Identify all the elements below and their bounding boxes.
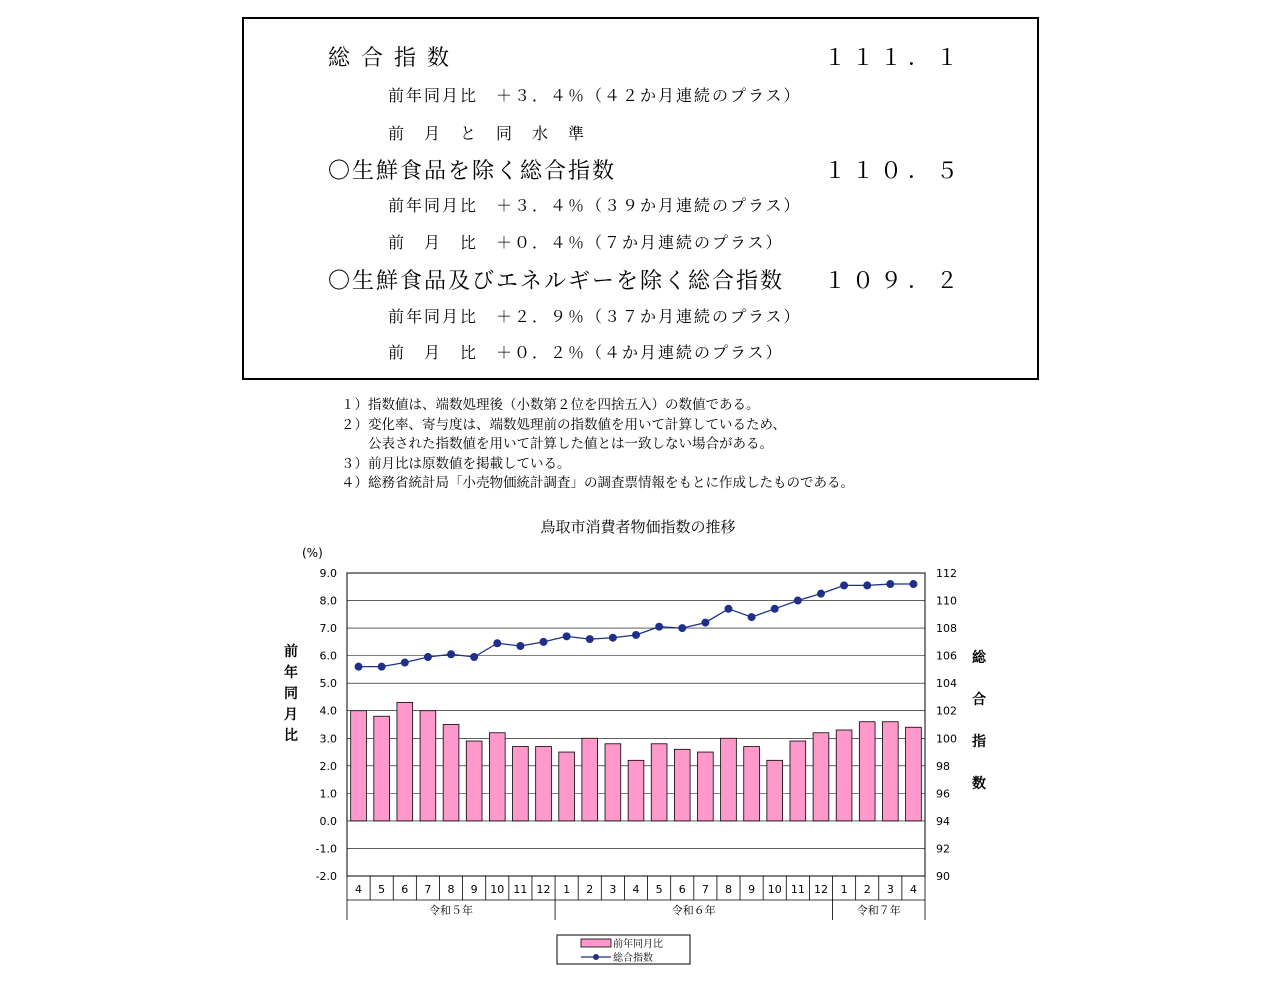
x-tick-label: 9 xyxy=(748,883,756,896)
unit-label: (%) xyxy=(302,546,323,560)
x-tick-label: 6 xyxy=(401,883,409,896)
note-line: 公表された指数値を用いて計算した値とは一致しない場合がある。 xyxy=(341,436,773,452)
bar-series xyxy=(351,702,922,820)
y2-label-char: 合 xyxy=(972,692,986,708)
line-point xyxy=(563,632,571,640)
y-tick-label: 7.0 xyxy=(319,622,337,636)
note-line: ３）前月比は原数値を掲載している。 xyxy=(341,455,571,472)
x-tick-label: 5 xyxy=(378,883,386,896)
y-tick-label: -2.0 xyxy=(315,870,337,883)
bar xyxy=(790,741,806,821)
y-tick-label: 8.0 xyxy=(319,594,337,608)
line-point xyxy=(447,650,455,658)
y2-tick-label: 98 xyxy=(936,759,950,773)
line-point xyxy=(516,642,524,650)
x-tick-label: 3 xyxy=(609,883,617,896)
line-point xyxy=(424,653,432,661)
bar xyxy=(906,727,922,821)
excl-fresh-label: 〇生鮮食品を除く総合指数 xyxy=(328,159,617,184)
bar xyxy=(374,716,390,821)
legend-bar-swatch xyxy=(581,939,611,947)
y2-tick-label: 94 xyxy=(936,814,950,828)
y-tick-label: 2.0 xyxy=(319,759,337,773)
y2-tick-label: 100 xyxy=(936,732,957,746)
line-point xyxy=(378,663,386,671)
x-tick-label: 9 xyxy=(470,883,478,896)
line-point xyxy=(493,639,501,647)
y2-tick-label: 96 xyxy=(936,787,950,801)
x-year-label: 令和６年 xyxy=(671,904,716,917)
legend-line-marker xyxy=(593,954,599,960)
excl-fresh-energy-mom-line: 前 月 比 ＋０．２％（４か月連続のプラス） xyxy=(388,343,784,362)
legend-bar-label: 前年同月比 xyxy=(613,939,663,950)
x-tick-label: 7 xyxy=(701,883,709,896)
y2-tick-label: 108 xyxy=(936,622,957,636)
excl-fresh-yoy-line: 前年同月比 ＋３．４％（３９か月連続のプラス） xyxy=(388,196,802,215)
line-point xyxy=(724,605,732,613)
bar xyxy=(605,744,621,821)
x-tick-label: 12 xyxy=(536,883,551,896)
excl-fresh-energy-yoy-line: 前年同月比 ＋２．９％（３７か月連続のプラス） xyxy=(388,307,802,326)
overall-index-label: 総 合 指 数 xyxy=(328,46,451,71)
line-point xyxy=(540,638,548,646)
bar xyxy=(351,711,367,821)
y-tick-label: 6.0 xyxy=(319,649,337,663)
bar xyxy=(513,747,529,821)
excl-fresh-mom-line: 前 月 比 ＋０．４％（７か月連続のプラス） xyxy=(388,233,784,252)
x-axis-table xyxy=(347,876,925,920)
y2-tick-label: 102 xyxy=(936,704,957,718)
y2-tick-label: 104 xyxy=(936,677,957,691)
x-tick-label: 12 xyxy=(813,883,828,896)
overall-index-value: １１１．１ xyxy=(824,46,965,71)
line-path xyxy=(359,584,914,667)
y-tick-label: 3.0 xyxy=(319,732,337,746)
y-axis-label xyxy=(284,643,298,744)
bar xyxy=(721,738,737,821)
bar xyxy=(628,760,644,821)
line-point xyxy=(586,635,594,643)
line-point xyxy=(470,653,478,661)
x-year-label: 令和７年 xyxy=(856,904,901,917)
line-point xyxy=(655,623,663,631)
bar xyxy=(697,752,713,821)
x-tick-label: 2 xyxy=(586,883,594,896)
bar xyxy=(744,747,760,821)
note-line: １）指数値は、端数処理後（小数第２位を四捨五入）の数値である。 xyxy=(341,397,760,413)
legend-line-label: 総合指数 xyxy=(613,953,653,964)
excl-fresh-energy-value: １０９．２ xyxy=(824,269,965,294)
y2-tick-label: 90 xyxy=(936,870,950,883)
y-label-char: 比 xyxy=(284,728,298,744)
bar xyxy=(859,722,875,821)
excl-fresh-value: １１０．５ xyxy=(824,159,965,184)
y2-label-char: 総 xyxy=(972,650,986,666)
bar xyxy=(397,702,413,820)
line-point xyxy=(886,580,894,588)
y-label-char: 前 xyxy=(284,644,298,660)
line-point xyxy=(817,590,825,598)
line-point xyxy=(748,613,756,621)
y2-tick-label: 106 xyxy=(936,649,957,663)
line-point xyxy=(355,663,363,671)
x-tick-label: 8 xyxy=(447,883,455,896)
x-tick-label: 4 xyxy=(355,883,363,896)
bar xyxy=(836,730,852,821)
bar xyxy=(767,760,783,821)
y-axis-ticks xyxy=(316,567,337,883)
line-point xyxy=(632,631,640,639)
bar xyxy=(443,725,459,821)
y-tick-label: 0.0 xyxy=(319,814,337,828)
x-tick-label: 4 xyxy=(632,883,640,896)
y-tick-label: 5.0 xyxy=(319,677,337,691)
x-tick-label: 11 xyxy=(790,883,805,896)
y2-axis-ticks xyxy=(936,567,957,883)
bar xyxy=(674,749,690,821)
x-tick-label: 8 xyxy=(724,883,732,896)
y-label-char: 同 xyxy=(284,686,298,702)
line-point xyxy=(678,624,686,632)
note-line: ４）総務省統計局「小売物価統計調査」の調査票情報をもとに作成したものである。 xyxy=(341,475,854,491)
line-point xyxy=(840,581,848,589)
y2-tick-label: 112 xyxy=(936,567,957,580)
line-point xyxy=(909,580,917,588)
y-tick-label: 1.0 xyxy=(319,787,337,801)
x-tick-label: 7 xyxy=(424,883,432,896)
y2-tick-label: 110 xyxy=(936,594,957,608)
y-tick-label: 4.0 xyxy=(319,704,337,718)
chart-title: 鳥取市消費者物価指数の推移 xyxy=(540,518,736,536)
bar xyxy=(882,722,898,821)
x-tick-label: 1 xyxy=(840,883,848,896)
line-point xyxy=(701,619,709,627)
x-tick-label: 6 xyxy=(678,883,686,896)
overall-yoy-line: 前年同月比 ＋３．４％（４２か月連続のプラス） xyxy=(388,86,802,105)
y2-tick-label: 92 xyxy=(936,842,950,856)
line-point xyxy=(794,597,802,605)
bar xyxy=(651,744,667,821)
y2-label-char: 指 xyxy=(972,734,986,750)
x-year-label: 令和５年 xyxy=(429,904,474,917)
y-label-char: 月 xyxy=(284,707,298,723)
x-tick-label: 10 xyxy=(767,883,782,896)
bar xyxy=(582,738,598,821)
note-line: ２）変化率、寄与度は、端数処理前の指数値を用いて計算しているため、 xyxy=(341,416,786,433)
x-tick-label: 3 xyxy=(886,883,894,896)
bar xyxy=(466,741,482,821)
bar xyxy=(536,747,552,821)
x-tick-label: 2 xyxy=(863,883,871,896)
overall-mom-line: 前 月 と 同 水 準 xyxy=(388,124,587,143)
excl-fresh-energy-label: 〇生鮮食品及びエネルギーを除く総合指数 xyxy=(328,269,785,294)
y2-label-char: 数 xyxy=(972,776,986,792)
bar xyxy=(489,733,505,821)
line-point xyxy=(401,659,409,667)
y-tick-label: -1.0 xyxy=(315,842,337,856)
x-tick-label: 4 xyxy=(909,883,917,896)
line-point xyxy=(609,634,617,642)
legend xyxy=(557,935,690,964)
y-tick-label: 9.0 xyxy=(319,567,337,580)
x-tick-label: 1 xyxy=(563,883,571,896)
bar xyxy=(420,711,436,821)
bar xyxy=(813,733,829,821)
bar xyxy=(559,752,575,821)
x-tick-label: 10 xyxy=(490,883,505,896)
x-tick-label: 11 xyxy=(513,883,528,896)
line-series xyxy=(355,580,918,671)
x-tick-label: 5 xyxy=(655,883,663,896)
y-label-char: 年 xyxy=(284,665,298,681)
line-point xyxy=(863,581,871,589)
line-point xyxy=(771,605,779,613)
y2-axis-label xyxy=(972,649,987,792)
